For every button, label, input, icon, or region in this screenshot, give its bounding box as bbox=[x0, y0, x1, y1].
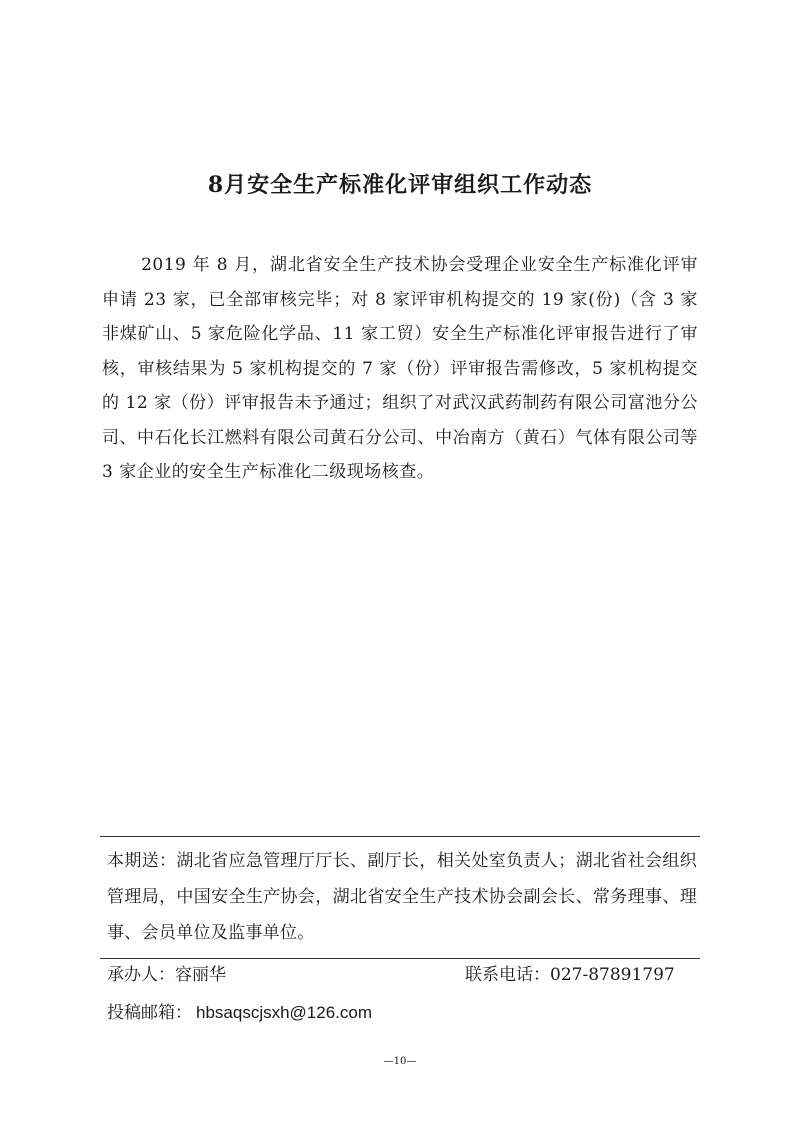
email-value: hbsaqscjsxh@126.com bbox=[196, 1003, 373, 1022]
phone-block bbox=[465, 962, 675, 988]
footer-top-rule bbox=[100, 836, 700, 837]
page-number: —10— bbox=[383, 1056, 417, 1067]
contact-row bbox=[107, 962, 697, 988]
phone-label: 联系电话： bbox=[465, 965, 550, 985]
distribution-list: 本期送：湖北省应急管理厅厅长、副厅长，相关处室负责人；湖北省社会组织管理局，中国安全生产协会，湖北省安全生产技术协会副会长、常务理事、理事、会员单位及监事单位。 bbox=[107, 851, 697, 943]
body-paragraph: 2019 年 8 月，湖北省安全生产技术协会受理企业安全生产标准化评审申请 23 家，已全部审核完毕；对 8 家评审机构提交的 19 家(份)（含 3 家非煤矿山、5 家危险化学品、11 家工贸）安全生产标准化评审报告进行了审核，审核结果为 5 家机构提交的 7 家（份）评审报告需修改，5 家机构提交的 12 家（份）评审报告未予通过；组织了对武汉武药制药有限公司富池分公司、中石化长江燃料有限公司黄石分公司、中冶南方（黄石）气体有限公司等 3 家企业的安全生产标准化二级现场核查。 bbox=[102, 255, 698, 482]
footer-bottom-rule bbox=[100, 958, 700, 959]
handler-name: 容丽华 bbox=[175, 965, 226, 985]
document-title: 8月安全生产标准化评审组织工作动态 bbox=[207, 172, 593, 198]
email-row bbox=[107, 1000, 697, 1026]
phone-value: 027-87891797 bbox=[550, 965, 675, 985]
handler-label: 承办人： bbox=[107, 965, 175, 985]
email-label: 投稿邮箱： bbox=[107, 1003, 192, 1023]
